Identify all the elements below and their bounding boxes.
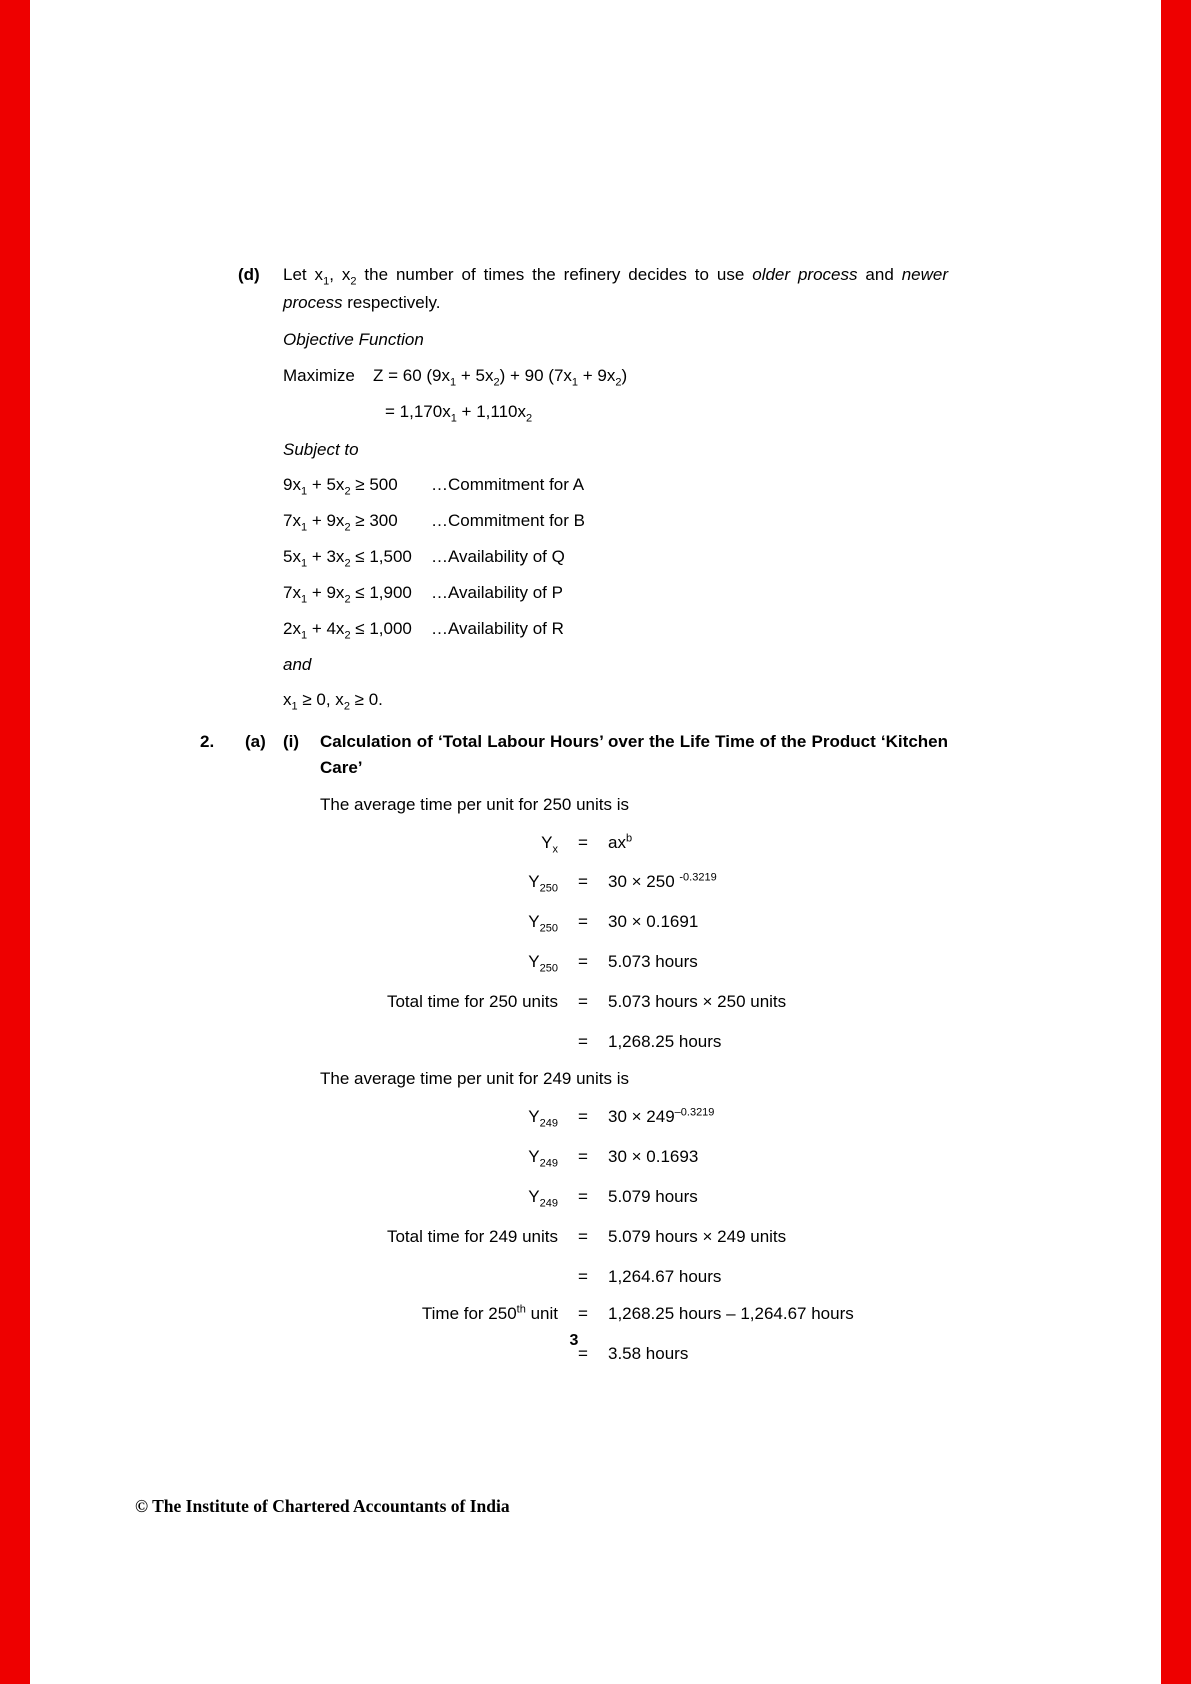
subscript: 249 (539, 1197, 558, 1210)
equals-sign: = (578, 1106, 588, 1126)
constraint-note: …Commitment for B (431, 511, 585, 531)
text-fragment: 1,264.67 hours (608, 1266, 722, 1286)
equation-lhs (320, 989, 558, 1017)
equation-rhs (608, 1104, 945, 1132)
equation-lhs (320, 1104, 558, 1132)
text-fragment: 30 × 0.1693 (608, 1146, 699, 1166)
text-fragment: 7x (283, 582, 301, 602)
text-fragment: + 4x (307, 618, 345, 638)
subscript: 2 (350, 275, 357, 288)
superscript: –0.3219 (674, 1106, 715, 1119)
roman-part-label: (i) (283, 732, 300, 752)
subject-to-label: Subject to (283, 439, 359, 459)
page-number: 3 (569, 1332, 579, 1349)
subscript: 1 (450, 376, 457, 389)
superscript: -0.3219 (679, 871, 717, 884)
equation-lhs (320, 1224, 558, 1252)
item-label-d: (d) (238, 265, 260, 284)
constraint-expression (283, 508, 431, 536)
equation-row (320, 989, 945, 1017)
equals-sign: = (578, 1343, 588, 1363)
text-fragment: 5.073 hours × 250 units (608, 992, 787, 1012)
text-fragment: , x (329, 265, 351, 284)
equation-row (320, 869, 945, 897)
text-fragment: 9x (283, 475, 301, 495)
maximize-line (283, 363, 948, 391)
equation-lhs (320, 1029, 558, 1055)
subscript: 2 (525, 412, 533, 425)
text-fragment: Y (528, 1106, 540, 1126)
text-fragment: = 1,170x (385, 401, 451, 421)
subscript: 2 (344, 485, 351, 498)
calculation-block (320, 792, 945, 1366)
equation-row (320, 949, 945, 977)
text-fragment: 1,268.25 hours (608, 1031, 722, 1051)
avg-250-paragraph: The average time per unit for 250 units is (320, 795, 629, 815)
equals-sign: = (578, 1304, 588, 1324)
question-number: 2. (200, 732, 215, 752)
subscript: 1 (323, 275, 330, 288)
subscript: 1 (571, 376, 579, 389)
subscript: 2 (344, 593, 351, 606)
subscript: 250 (539, 962, 558, 975)
text-fragment: 7x (283, 511, 301, 531)
text-fragment: ≥ 0. (349, 690, 383, 710)
subscript: 2 (343, 700, 350, 713)
equation-lhs (320, 1301, 558, 1329)
equation-rhs (608, 830, 945, 858)
constraint-note: …Availability of R (431, 618, 564, 638)
equation-row (320, 1264, 945, 1290)
equation-row (320, 1144, 945, 1172)
subscript: 2 (493, 376, 500, 389)
intro-paragraph (283, 262, 948, 315)
italic-newer-process: newer process (283, 265, 948, 312)
maximize-word: Maximize (283, 365, 355, 385)
text-fragment: 5.079 hours × 249 units (608, 1226, 787, 1246)
section-heading: Calculation of ‘Total Labour Hours’ over the Life Time of the Product ‘Kitchen Care’ (320, 732, 948, 777)
subscript: 1 (300, 557, 308, 570)
superscript: th (516, 1303, 526, 1316)
text-fragment: Y (528, 1146, 540, 1166)
equation-lhs (320, 949, 558, 977)
text-fragment: 30 × 0.1691 (608, 912, 699, 932)
equation-rhs (608, 1144, 945, 1172)
text-fragment: the number of times the refinery decides to use (356, 265, 753, 284)
text-fragment: + 9x (307, 511, 345, 531)
text-fragment: Y (528, 912, 540, 932)
constraint-note: …Commitment for A (431, 475, 585, 495)
equation-rhs (608, 909, 945, 937)
text-fragment: ≥ 500 (350, 475, 398, 495)
constraint-expression (283, 544, 431, 572)
right-red-border (1161, 0, 1191, 1684)
equals-sign: = (578, 1226, 588, 1246)
subscript: 250 (539, 922, 558, 935)
text-fragment: 5x (283, 546, 301, 566)
equals-sign: = (578, 1146, 588, 1166)
equation-rhs (608, 949, 945, 977)
subscript: 250 (539, 882, 558, 895)
equals-sign: = (578, 1186, 588, 1206)
superscript: b (625, 831, 633, 844)
text-fragment: 5.073 hours (608, 952, 698, 972)
equation-row (320, 1184, 945, 1212)
text-fragment: 3.58 hours (608, 1343, 689, 1363)
italic-older-process: older process (752, 265, 858, 284)
and-label: and (283, 654, 312, 674)
constraint-row-4 (283, 580, 948, 608)
equation-rhs (608, 869, 945, 897)
text-fragment: Time for 250 (421, 1304, 517, 1324)
subscript: 2 (344, 629, 351, 642)
subscript: 1 (300, 629, 308, 642)
maximize-formula (373, 363, 627, 391)
text-fragment: + 1,110x (456, 401, 526, 421)
text-fragment: ≤ 1,000 (350, 618, 412, 638)
subscript: 2 (344, 557, 351, 570)
equation-row (320, 1104, 945, 1132)
equation-rhs (608, 1184, 945, 1212)
equation-lhs (320, 909, 558, 937)
main-content (200, 262, 948, 1378)
equation-row (320, 830, 945, 858)
text-fragment: ≥ 0, x (297, 690, 344, 710)
text-fragment: Y (528, 1186, 540, 1206)
text-fragment: ) (621, 365, 628, 385)
text-fragment: respectively. (342, 292, 441, 312)
text-fragment: + 3x (307, 546, 345, 566)
equals-sign: = (578, 952, 588, 972)
equation-rhs (608, 1029, 945, 1055)
text-fragment: 2x (283, 618, 301, 638)
text-fragment: Y (528, 952, 540, 972)
constraint-row-2 (283, 508, 948, 536)
text-fragment: Z = 60 (9x (373, 365, 451, 385)
subscript: 1 (300, 521, 308, 534)
subscript: x (552, 842, 558, 855)
text-fragment: ax (608, 832, 626, 852)
text-fragment: + 9x (578, 365, 616, 385)
equation-row (320, 1224, 945, 1252)
text-fragment: x (283, 690, 292, 710)
equals-sign: = (578, 992, 588, 1012)
subscript: 249 (539, 1117, 558, 1130)
constraint-row-5 (283, 616, 948, 644)
subscript: 249 (539, 1157, 558, 1170)
left-red-border (0, 0, 30, 1684)
text-fragment: Total time for 249 units (386, 1226, 558, 1246)
constraint-expression (283, 472, 431, 500)
text-fragment: Y (541, 832, 553, 852)
equation-lhs (320, 1184, 558, 1212)
text-fragment: Total time for 250 units (386, 992, 558, 1012)
equation-row (320, 1029, 945, 1055)
subscript: 1 (300, 593, 308, 606)
text-fragment: Let x (283, 265, 324, 284)
constraint-note: …Availability of P (431, 582, 563, 602)
equation-row (320, 909, 945, 937)
text-fragment: 1,268.25 hours – 1,264.67 hours (608, 1304, 854, 1324)
equation-row (320, 1301, 945, 1329)
text-fragment: ≤ 1,900 (350, 582, 412, 602)
section-d-body (283, 262, 948, 725)
subscript: 1 (291, 700, 298, 713)
text-fragment: and (857, 265, 902, 284)
text-fragment: 30 × 249 (608, 1106, 675, 1126)
text-fragment: 5.079 hours (608, 1186, 698, 1206)
equation-lhs (320, 869, 558, 897)
non-negativity-line (283, 687, 948, 715)
subscript: 1 (450, 412, 457, 425)
sub-part-label: (a) (245, 732, 266, 752)
equals-sign: = (578, 912, 588, 932)
constraint-row-3 (283, 544, 948, 572)
text-fragment: + 9x (307, 582, 345, 602)
text-fragment: unit (525, 1304, 558, 1324)
text-fragment: 30 × 250 (608, 872, 680, 892)
constraint-expression (283, 616, 431, 644)
text-fragment: ) + 90 (7x (499, 365, 572, 385)
constraint-expression (283, 580, 431, 608)
section-d (200, 262, 948, 725)
text-fragment: + 5x (456, 365, 494, 385)
equals-sign: = (578, 872, 588, 892)
equation-lhs (320, 830, 558, 858)
subscript: 1 (300, 485, 308, 498)
subscript: 2 (344, 521, 351, 534)
equation-lhs (320, 1144, 558, 1172)
equals-sign: = (578, 1266, 588, 1286)
text-fragment: Y (528, 872, 540, 892)
copyright-footer: © The Institute of Chartered Accountants of India (135, 1496, 510, 1516)
equation-rhs (608, 1224, 945, 1252)
text-fragment: ≤ 1,500 (350, 546, 412, 566)
section-2-heading-row (200, 729, 948, 780)
equation-rhs (608, 1301, 945, 1329)
maximize-continuation (385, 399, 948, 427)
text-fragment: ≥ 300 (350, 511, 398, 531)
equation-rhs (608, 1264, 945, 1290)
equals-sign: = (578, 1031, 588, 1051)
constraint-note: …Availability of Q (431, 546, 565, 566)
equation-rhs (608, 989, 945, 1017)
equals-sign: = (578, 832, 588, 852)
constraint-row-1 (283, 472, 948, 500)
objective-function-label: Objective Function (283, 330, 424, 350)
subscript: 2 (615, 376, 622, 389)
avg-249-paragraph: The average time per unit for 249 units is (320, 1069, 629, 1089)
text-fragment: + 5x (307, 475, 345, 495)
equation-lhs (320, 1264, 558, 1290)
